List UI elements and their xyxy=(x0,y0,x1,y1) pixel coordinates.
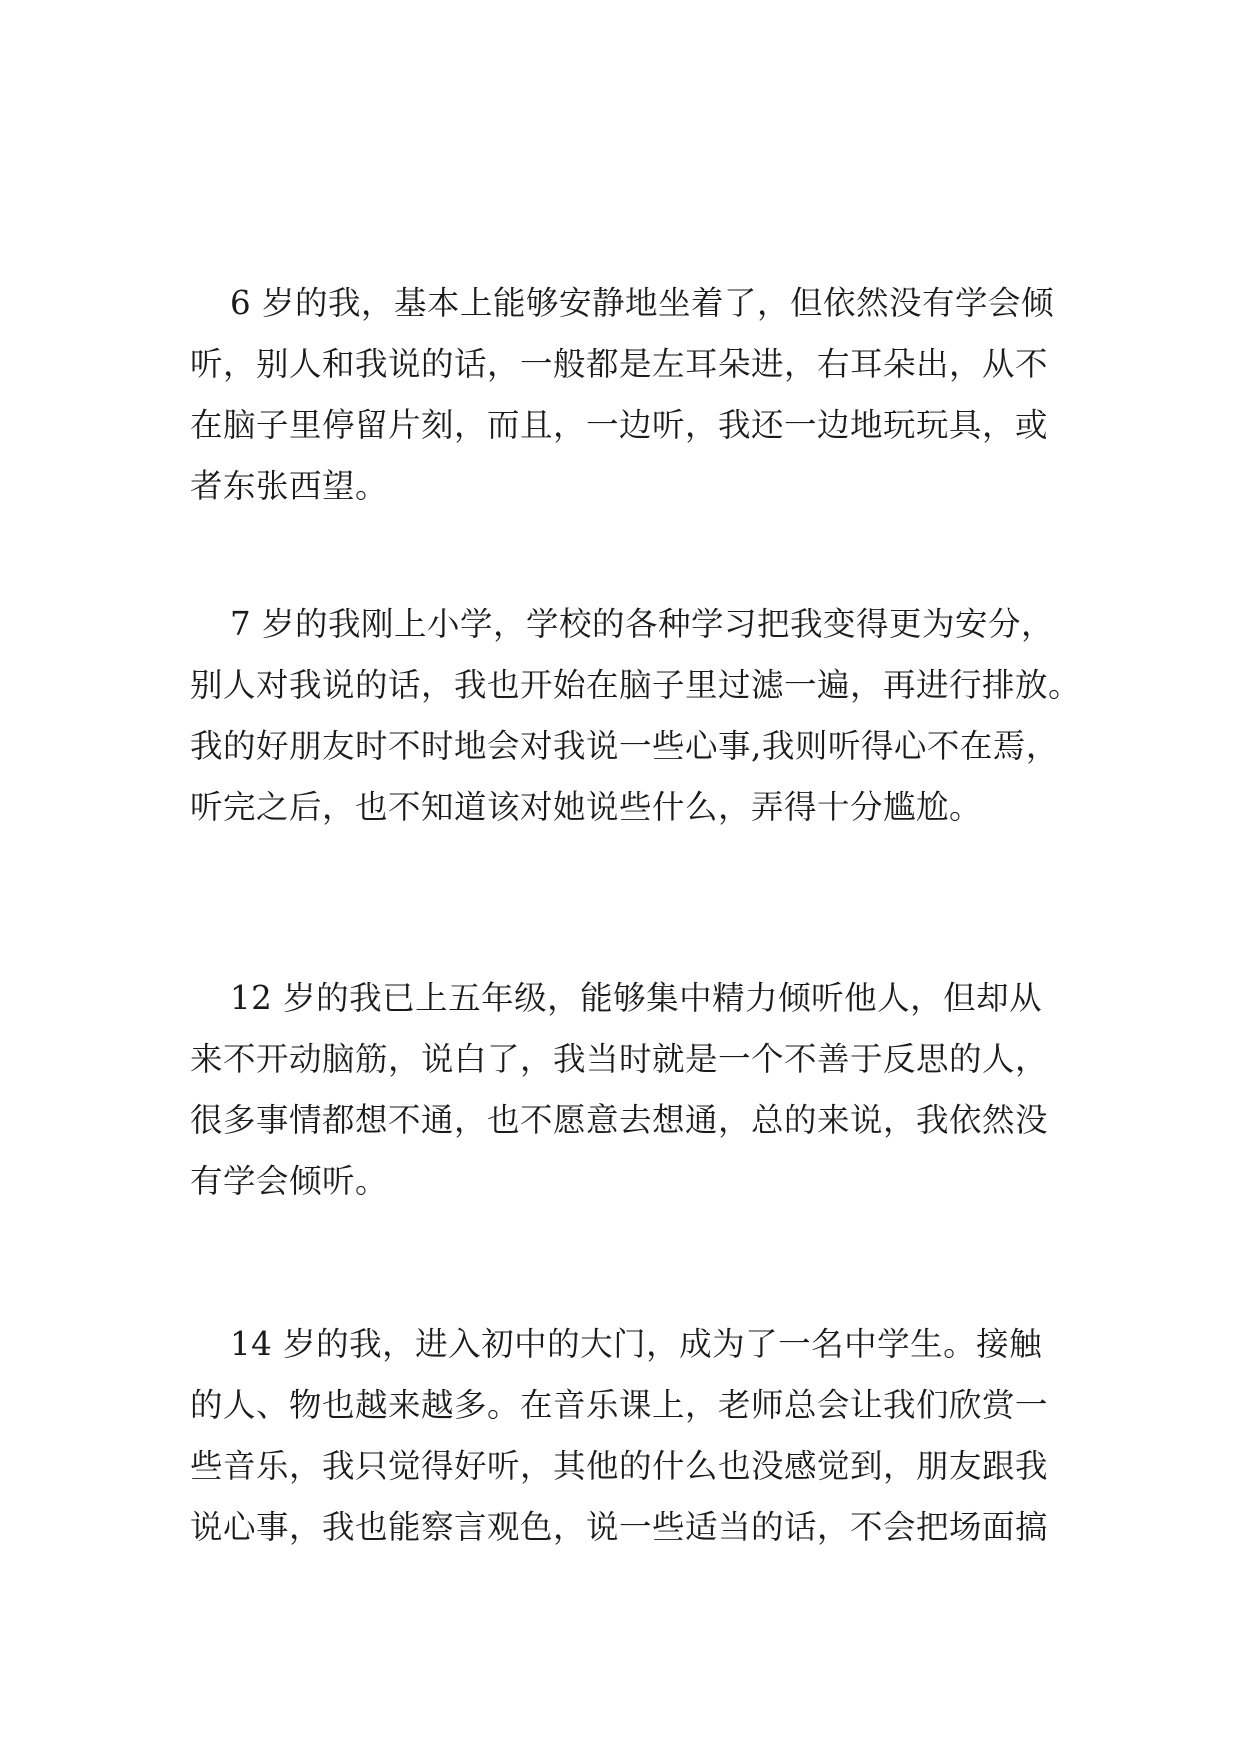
paragraph-line: 14 岁的我，进入初中的大门，成为了一名中学生。接触 xyxy=(230,1325,1043,1363)
paragraph-line: 别人对我说的话，我也开始在脑子里过滤一遍，再进行排放。 xyxy=(190,666,1082,704)
paragraph-age-12 xyxy=(190,968,1050,1212)
paragraph-line: 听完之后，也不知道该对她说些什么，弄得十分尴尬。 xyxy=(190,788,983,826)
paragraph-line: 听，别人和我说的话，一般都是左耳朵进，右耳朵出，从不 xyxy=(190,345,1049,383)
paragraph-line: 有学会倾听。 xyxy=(190,1162,389,1200)
paragraph-line: 者东张西望。 xyxy=(190,467,389,505)
paragraph-line: 7 岁的我刚上小学，学校的各种学习把我变得更为安分， xyxy=(230,605,1055,643)
paragraph-line: 我的好朋友时不时地会对我说一些心事,我则听得心不在焉， xyxy=(190,727,1059,765)
paragraph-age-14 xyxy=(190,1314,1050,1558)
paragraph-line: 6 岁的我，基本上能够安静地坐着了，但依然没有学会倾 xyxy=(230,284,1055,322)
paragraph-age-6 xyxy=(190,273,1055,517)
paragraph-line: 的人、物也越来越多。在音乐课上，老师总会让我们欣赏一 xyxy=(190,1386,1049,1424)
paragraph-line: 说心事，我也能察言观色，说一些适当的话，不会把场面搞 xyxy=(190,1508,1049,1546)
paragraph-line: 12 岁的我已上五年级，能够集中精力倾听他人，但却从 xyxy=(230,979,1043,1017)
paragraph-line: 来不开动脑筋，说白了，我当时就是一个不善于反思的人， xyxy=(190,1040,1049,1078)
paragraph-line: 些音乐，我只觉得好听，其他的什么也没感觉到，朋友跟我 xyxy=(190,1447,1049,1485)
paragraph-line: 在脑子里停留片刻，而且，一边听，我还一边地玩玩具，或 xyxy=(190,406,1049,444)
paragraph-age-7 xyxy=(190,594,1082,838)
paragraph-line: 很多事情都想不通，也不愿意去想通，总的来说，我依然没 xyxy=(190,1101,1049,1139)
